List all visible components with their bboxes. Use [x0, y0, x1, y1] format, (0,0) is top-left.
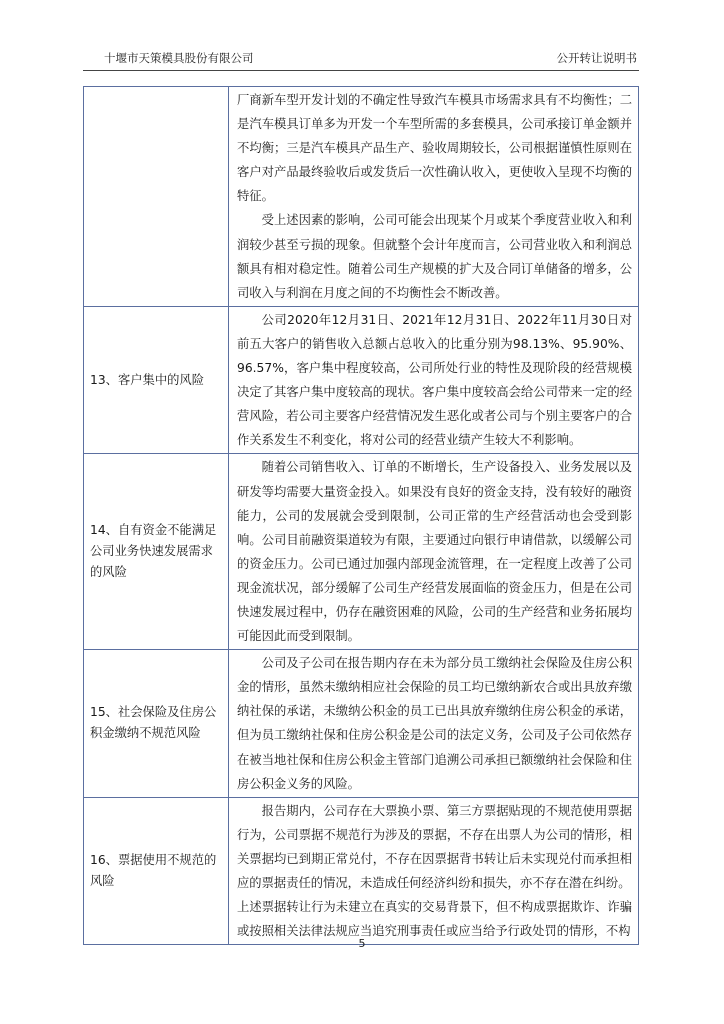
risk-paragraph: 随着公司销售收入、订单的不断增长，生产设备投入、业务发展以及研发等均需要大量资金投入。如果没有良好的资金支持，没有较好的融资能力，公司的发展就会受到限制，公司正常的生产经营活动也会受到影响。公司目前融资渠道较为有限，主要通过向银行申请借款，以缓解公司的资金压力。公司已通过加强内部现金流管理，在一定程度上改善了公司现金流状况，部分缓解了公司生产经营发展面临的资金压力，但是在公司快速发展过程中，仍存在融资困难的风险，公司的生产经营和业务拓展均可能因此而受到限制。: [237, 460, 632, 644]
risk-label-cell: [84, 87, 229, 307]
page-number: 5: [358, 937, 366, 950]
table-row: [84, 87, 639, 307]
header-company-name: 十堰市天策模具股份有限公司: [104, 51, 254, 65]
header-divider: [83, 70, 639, 71]
header-document-title: 公开转让说明书: [556, 51, 637, 65]
risk-label-cell: 14、自有资金不能满足公司业务快速发展需求的风险: [84, 454, 229, 650]
risk-description-cell: [229, 454, 639, 650]
table-row: [84, 454, 639, 650]
risk-description-cell: [229, 797, 639, 945]
risk-description-cell: [229, 87, 639, 307]
risk-label-cell: 15、社会保险及住房公积金缴纳不规范风险: [84, 650, 229, 798]
risk-paragraph: 受上述因素的影响，公司可能会出现某个月或某个季度营业收入和利润较少甚至亏损的现象。但就整个会计年度而言，公司营业收入和利润总额具有相对稳定性。随着公司生产规模的扩大及合同订单储备的增多，公司收入与利润在月度之间的不均衡性会不断改善。: [237, 213, 632, 300]
risk-paragraph: 报告期内，公司存在大票换小票、第三方票据贴现的不规范使用票据行为，公司票据不规范行为涉及的票据，不存在出票人为公司的情形，相关票据均已到期正常兑付，不存在因票据背书转让后未实现兑付而承担相应的票据责任的情况，未造成任何经济纠纷和损失，亦不存在潜在纠纷。: [237, 803, 632, 890]
risk-label-cell: 16、票据使用不规范的风险: [84, 797, 229, 945]
risk-paragraph: 公司2020年12月31日、2021年12月31日、2022年11月30日对前五大客户的销售收入总额占总收入的比重分别为98.13%、95.90%、96.57%，客户集中程度较高，公司所处行业的特性及现阶段的经营规模决定了其客户集中度较高的现状。客户集中度较高会给公司带来一定的经营风险，若公司主要客户经营情况发生恶化或者公司与个别主要客户的合作关系发生不利变化，将对公司的经营业绩产生较大不利影响。: [237, 312, 632, 448]
table-row: [84, 306, 639, 454]
risk-paragraph: 上述票据转让行为未建立在真实的交易背景下，但不构成票据欺诈、诈骗或按照相关法律法规应当追究刑事责任或应当给予行政处罚的情形，不构: [237, 900, 632, 939]
table-row: [84, 650, 639, 798]
risk-paragraph: 公司及子公司在报告期内存在未为部分员工缴纳社会保险及住房公积金的情形，虽然未缴纳相应社会保险的员工均已缴纳新农合或出具放弃缴纳社保的承诺，未缴纳公积金的员工已出具放弃缴纳住房公积金的承诺，但为员工缴纳社保和住房公积金是公司的法定义务，公司及子公司依然存在被当地社保和住房公积金主管部门追溯公司承担已额缴纳社会保险和住房公积金义务的风险。: [237, 656, 632, 791]
risk-description-cell: [229, 650, 639, 798]
risk-table: [83, 86, 639, 945]
table-row: [84, 797, 639, 945]
risk-label-cell: 13、客户集中的风险: [84, 306, 229, 454]
risk-description-cell: [229, 306, 639, 454]
risk-paragraph: 厂商新车型开发计划的不确定性导致汽车模具市场需求具有不均衡性；二是汽车模具订单多为开发一个车型所需的多套模具，公司承接订单金额并不均衡；三是汽车模具产品生产、验收周期较长，公司根据谨慎性原则在客户对产品最终验收后或发货后一次性确认收入，更使收入呈现不均衡的特征。: [237, 93, 632, 204]
